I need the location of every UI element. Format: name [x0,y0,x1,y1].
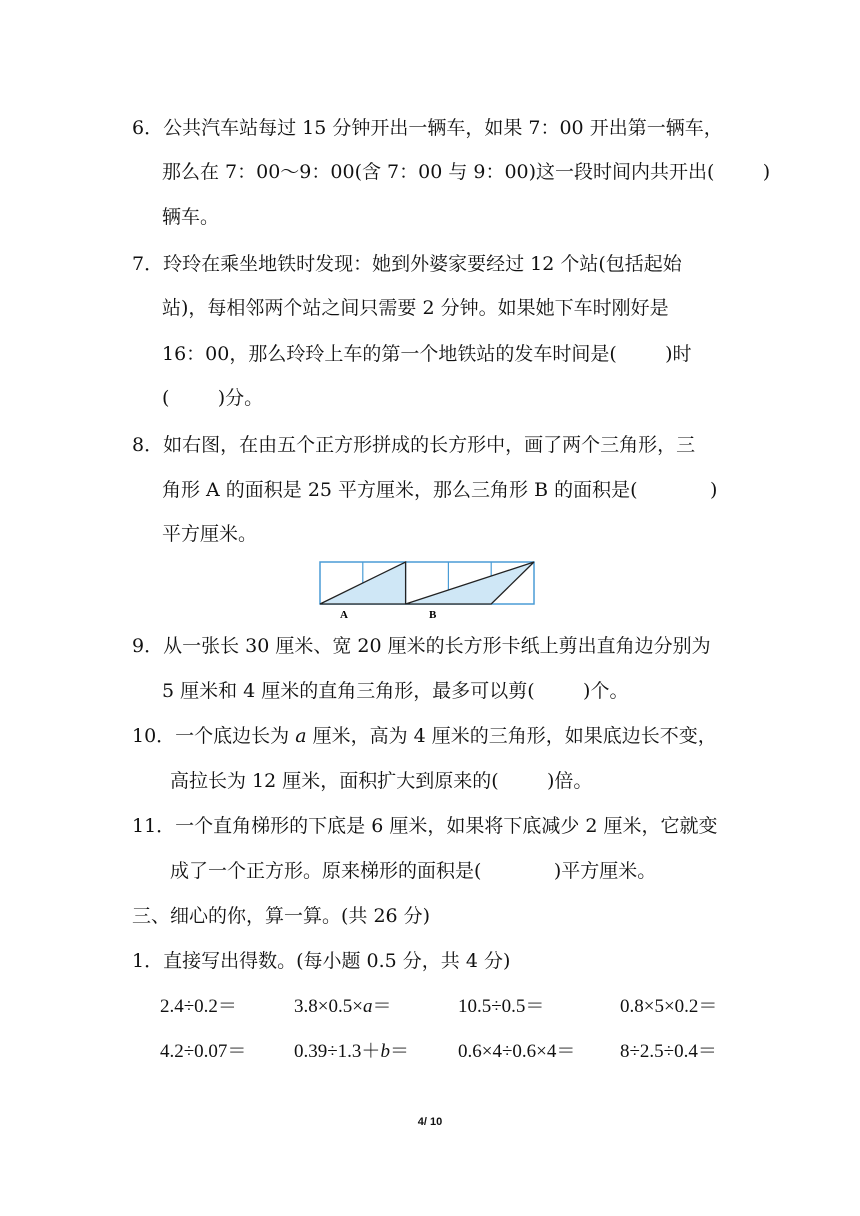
page-number: 4/ 10 [417,1116,443,1128]
calc-r1c2-pre: 3.8×0.5× [294,996,363,1017]
q10-line-2: 高拉长为 12 厘米，面积扩大到原来的( )倍。 [170,770,593,792]
calc-r1c1: 2.4÷0.2＝ [160,996,237,1017]
calc-r2c2-var: b [380,1041,390,1062]
calc-r2c2 [294,1040,409,1064]
q10-line-1 [132,724,717,748]
label-b: B [429,609,437,620]
q8-line-2: 角形 A 的面积是 25 平方厘米，那么三角形 B 的面积是( ) [162,479,718,501]
calc-r2c4: 8÷2.5÷0.4＝ [620,1041,717,1062]
q7-line-3: 16：00，那么玲玲上车的第一个地铁站的发车时间是( )时 [162,343,692,365]
q7-line-2: 站)，每相邻两个站之间只需要 2 分钟。如果她下车时刚好是 [162,297,669,319]
calc-r1c4: 0.8×5×0.2＝ [620,996,718,1017]
s3q1-title: 1．直接写出得数。(每小题 0.5 分，共 4 分) [132,950,511,972]
section-3-title: 三、细心的你，算一算。(共 26 分) [132,905,431,927]
q6-line-1: 6．公共汽车站每过 15 分钟开出一辆车，如果 7：00 开出第一辆车， [132,117,723,139]
rectangle-triangles-figure [318,558,538,620]
calc-r2c1: 4.2÷0.07＝ [160,1041,247,1062]
q11-line-1: 11．一个直角梯形的下底是 6 厘米，如果将下底减少 2 厘米，它就变 [132,815,718,837]
q6-line-3: 辆车。 [162,206,220,228]
calc-r2c2-post: ＝ [389,1041,409,1062]
label-a: A [340,609,348,620]
q7-line-1: 7．玲玲在乘坐地铁时发现：她到外婆家要经过 12 个站(包括起始 [132,253,682,275]
calc-r1c3: 10.5÷0.5＝ [458,996,545,1017]
calc-r2c3: 0.6×4÷0.6×4＝ [458,1041,576,1062]
q8-line-1: 8．如右图，在由五个正方形拼成的长方形中，画了两个三角形，三 [132,434,696,456]
q10-text-b: 厘米，高为 4 厘米的三角形，如果底边长不变， [306,725,717,747]
q10-variable-a: a [295,725,307,747]
calc-r1c2 [294,995,391,1019]
q9-line-2: 5 厘米和 4 厘米的直角三角形，最多可以剪( )个。 [162,680,629,702]
q6-line-2: 那么在 7：00～9：00(含 7：00 与 9：00)这一段时间内共开出( ) [162,161,771,183]
q10-text-a: 10．一个底边长为 [132,725,296,747]
calc-r2c2-pre: 0.39÷1.3＋ [294,1041,381,1062]
triangle-b [406,562,534,604]
calc-r1c2-post: ＝ [372,996,392,1017]
q8-line-3: 平方厘米。 [162,523,258,545]
q11-line-2: 成了一个正方形。原来梯形的面积是( )平方厘米。 [170,860,657,882]
q9-line-1: 9．从一张长 30 厘米、宽 20 厘米的长方形卡纸上剪出直角边分别为 [132,635,711,657]
q7-line-4: ( )分。 [162,387,264,409]
calc-r1c2-var: a [362,996,373,1017]
